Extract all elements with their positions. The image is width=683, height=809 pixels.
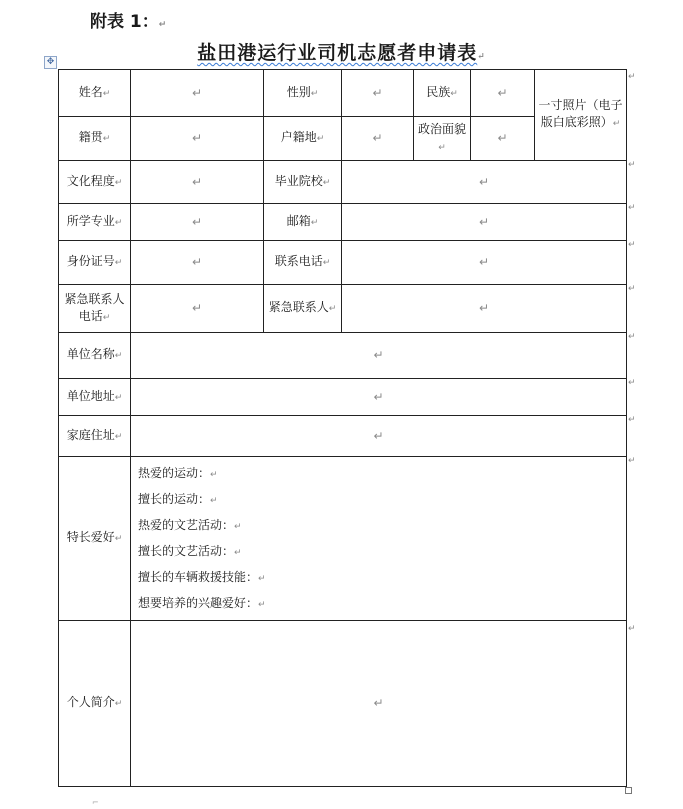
id-label: 身份证号↵ — [59, 241, 131, 285]
home-address-label: 家庭住址↵ — [59, 416, 131, 457]
specialties-line: 热爱的运动：↵ — [138, 465, 218, 480]
education-label: 文化程度↵ — [59, 161, 131, 204]
phone-field[interactable]: ↵ — [342, 241, 627, 285]
employer-label: 单位名称↵ — [59, 333, 131, 379]
id-field[interactable]: ↵ — [131, 241, 264, 285]
major-label: 所学专业↵ — [59, 204, 131, 241]
specialties-line: 想要培养的兴趣爱好：↵ — [138, 595, 266, 610]
household-label: 户籍地↵ — [264, 117, 342, 161]
school-field[interactable]: ↵ — [342, 161, 627, 204]
profile-label: 个人简介↵ — [59, 621, 131, 787]
emergency-phone-label: 紧急联系人电话↵ — [59, 285, 131, 333]
row-end-mark: ↵ — [628, 203, 636, 213]
emergency-contact-label: 紧急联系人↵ — [264, 285, 342, 333]
row-end-mark: ↵ — [628, 624, 636, 634]
row-end-mark: ↵ — [628, 332, 636, 342]
specialties-line: 擅长的车辆救援技能：↵ — [138, 569, 266, 584]
email-label: 邮箱↵ — [264, 204, 342, 241]
ethnicity-label: 民族↵ — [414, 70, 471, 117]
political-label: 政治面貌↵ — [414, 117, 471, 161]
gender-field[interactable]: ↵ — [342, 70, 414, 117]
form-title: 盐田港运行业司机志愿者申请表↵ — [197, 42, 486, 64]
specialties-line: 热爱的文艺活动：↵ — [138, 517, 242, 532]
specialties-field[interactable] — [131, 457, 627, 621]
specialties-line: 擅长的文艺活动：↵ — [138, 543, 242, 558]
home-address-field[interactable]: ↵ — [131, 416, 627, 457]
photo-cell[interactable]: 一寸照片（电子版白底彩照）↵ — [535, 70, 627, 161]
name-field[interactable]: ↵ — [131, 70, 264, 117]
row-end-mark: ↵ — [628, 240, 636, 250]
row-end-mark: ↵ — [628, 160, 636, 170]
phone-label: 联系电话↵ — [264, 241, 342, 285]
employer-address-label: 单位地址↵ — [59, 379, 131, 416]
profile-field[interactable]: ↵ — [131, 621, 627, 787]
application-form-table — [58, 69, 627, 787]
education-field[interactable]: ↵ — [131, 161, 264, 204]
school-label: 毕业院校↵ — [264, 161, 342, 204]
emergency-contact-field[interactable]: ↵ — [342, 285, 627, 333]
specialties-line: 擅长的运动：↵ — [138, 491, 218, 506]
emergency-phone-field[interactable]: ↵ — [131, 285, 264, 333]
ethnicity-field[interactable]: ↵ — [471, 70, 535, 117]
gender-label: 性别↵ — [264, 70, 342, 117]
table-resize-handle-icon[interactable] — [625, 787, 632, 794]
table-move-handle-icon[interactable]: ✥ — [44, 56, 57, 69]
major-field[interactable]: ↵ — [131, 204, 264, 241]
employer-address-field[interactable]: ↵ — [131, 379, 627, 416]
appendix-label: 附表 1：↵ — [90, 12, 167, 32]
native-place-label: 籍贯↵ — [59, 117, 131, 161]
name-label: 姓名↵ — [59, 70, 131, 117]
row-end-mark: ↵ — [628, 378, 636, 388]
page-corner-mark: ⌐ — [92, 798, 99, 807]
household-field[interactable]: ↵ — [342, 117, 414, 161]
specialties-label: 特长爱好↵ — [59, 457, 131, 621]
row-end-mark: ↵ — [628, 284, 636, 294]
row-end-mark: ↵ — [628, 72, 636, 82]
email-field[interactable]: ↵ — [342, 204, 627, 241]
political-field[interactable]: ↵ — [471, 117, 535, 161]
employer-field[interactable]: ↵ — [131, 333, 627, 379]
photo-label: 一寸照片（电子版白底彩照） — [538, 98, 623, 129]
native-place-field[interactable]: ↵ — [131, 117, 264, 161]
row-end-mark: ↵ — [628, 456, 636, 466]
row-end-mark: ↵ — [628, 415, 636, 425]
